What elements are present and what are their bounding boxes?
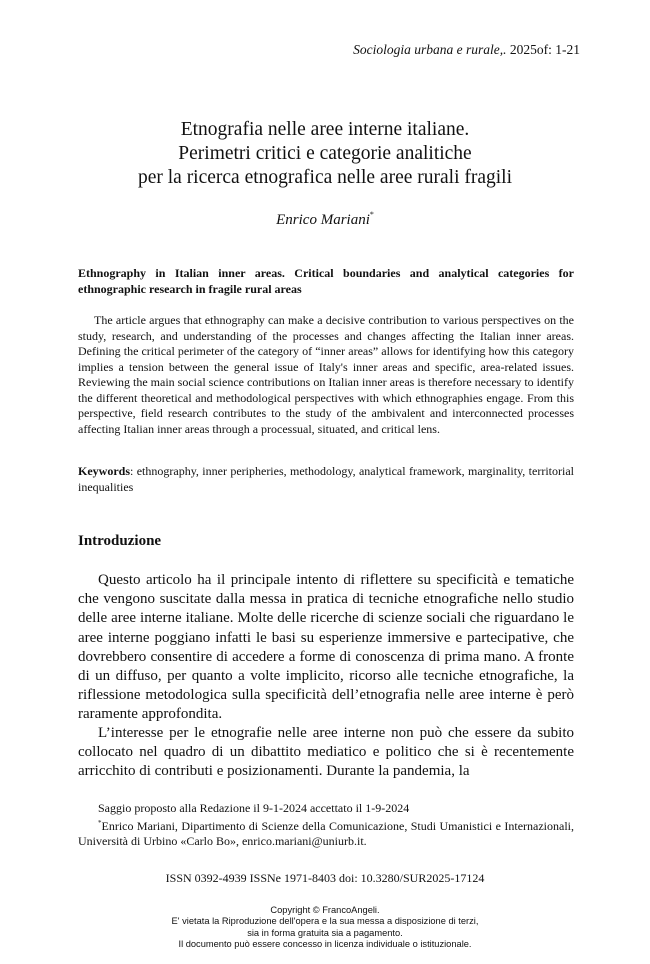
copyright-notice (0, 905, 650, 950)
body-paragraph: Questo articolo ha il principale intento di riflettere su specificità e tematiche che vengono suscitate dalla messa in pratica di tecniche etnografiche nello studio delle aree interne italiane. Molte delle ricerche di scienze sociali che riguardano le aree interne poggiano infatti le basi su esperienze immersive e partecipative, che dovrebbero consentire di accedere a forme di conoscenza di prima mano. A fronte di un diffuso, per quanto a volte implicito, ricorso alle tecniche etnografiche, la riflessione metodologica sulla specificità dell’etnografia nelle aree interne è però raramente approfondita. (78, 572, 574, 723)
submission-note: Saggio proposto alla Redazione il 9-1-2024 accettato il 1-9-2024 (98, 801, 410, 815)
issn-doi-line: ISSN 0392-4939 ISSNe 1971-8403 doi: 10.3280/SUR2025-17124 (165, 871, 485, 885)
copyright-line: Copyright © FrancoAngeli. (270, 905, 380, 915)
keywords-list: : ethnography, inner peripheries, methodology, analytical framework, marginality, territorial inequalities (78, 464, 574, 494)
author-byline (0, 210, 650, 229)
page-range: 2025of: 1-21 (509, 42, 580, 57)
author-affiliation-footnote (78, 816, 574, 849)
title-line: Etnografia nelle aree interne italiane. (180, 119, 470, 140)
english-title: Ethnography in Italian inner areas. Critical boundaries and analytical categories for ethnographic research in fragile rural areas (78, 266, 574, 296)
footnote-mark: * (98, 819, 102, 827)
body-paragraph: L’interesse per le etnografie nelle aree interne non può che essere da subito collocato nel quadro di un dibattito mediatico e politico che si è recentemente arricchito di contributi e posizionamenti. Durante la pandemia, la (78, 725, 574, 780)
journal-name: Sociologia urbana e rurale,. (353, 42, 507, 57)
copyright-line: E' vietata la Riproduzione dell'opera e la sua messa a disposizione di terzi, (171, 916, 479, 927)
keywords (78, 464, 574, 495)
author-footnote-mark: * (369, 210, 374, 219)
copyright-line: sia in forma gratuita sia a pagamento. (247, 927, 403, 938)
title-line: per la ricerca etnografica nelle aree rurali fragili (137, 167, 513, 188)
keywords-label: Keywords (78, 464, 130, 478)
author-name: Enrico Mariani (276, 212, 370, 228)
running-head (353, 42, 580, 58)
section-heading: Introduzione (78, 533, 162, 549)
article-title (0, 118, 650, 190)
copyright-line: Il documento può essere concesso in licenza individuale o istituzionale. (178, 938, 472, 949)
abstract: The article argues that ethnography can make a decisive contribution to various perspectives on the study, research, and understanding of the processes and changes affecting the Italian inner areas. Defining the critical perimeter of the category of “inner areas” allows for identifying how this category implies a tension between the general issue of Italy's inner areas and specific, area-related issues. Reviewing the main social science contributions on Italian inner areas is therefore necessary to identify the different theoretical and methodological perspectives with which ethnographies engage. From this perspective, field research contributes to the study of the ambivalent and interconnected processes affecting Italian inner areas through a processual, situated, and critical lens. (78, 313, 574, 436)
affiliation-text: Enrico Mariani, Dipartimento di Scienze della Comunicazione, Studi Umanistici e Internazionali, Università di Urbino «Carlo Bo», enrico.mariani@uniurb.it. (78, 819, 574, 848)
title-line: Perimetri critici e categorie analitiche (178, 143, 472, 164)
